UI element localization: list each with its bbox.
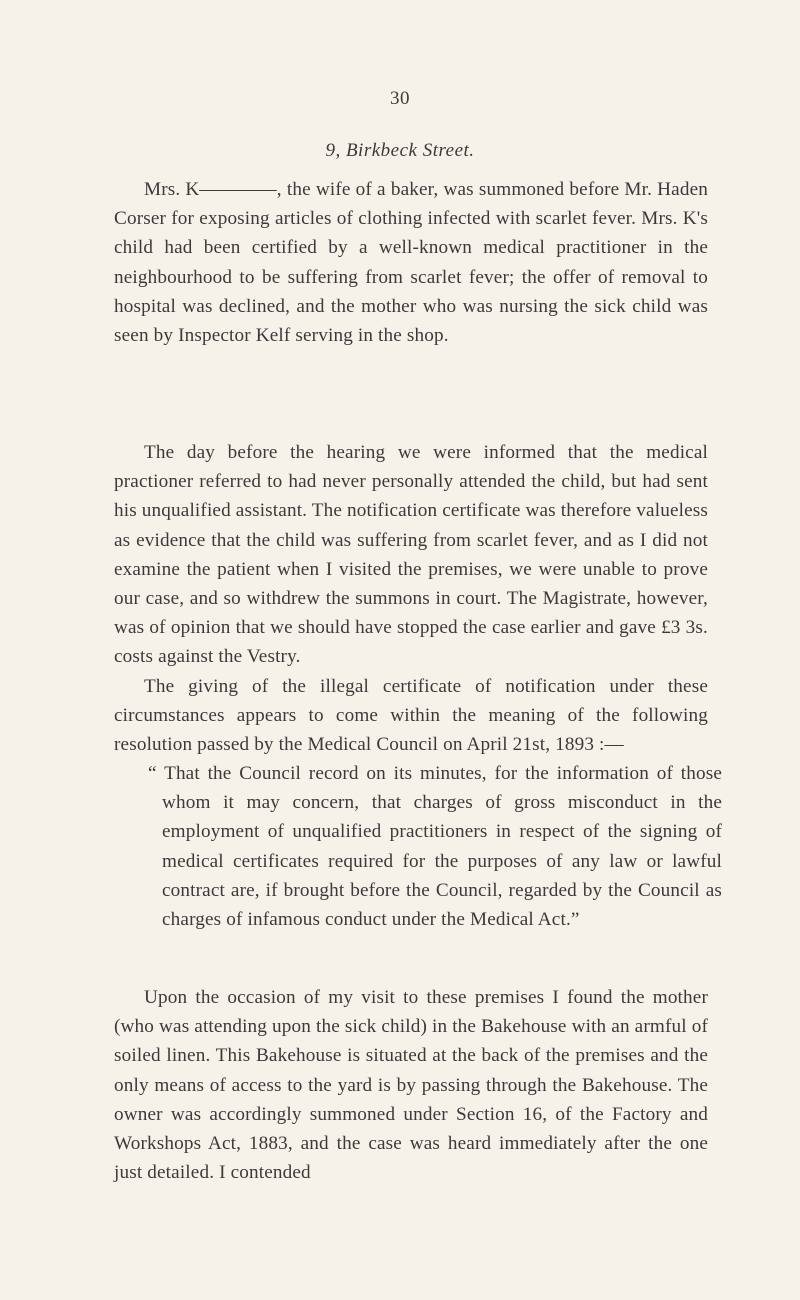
paragraph-2: The day before the hearing we were informed that the medical practioner referred to had never personally attended the child, but had sent his unqualified assistant. The notification certificate was therefore valueless as evidence that the child was suffering from scarlet fever, and as I did not examine the patient when I visited the premises, we were unable to prove our case, and so withdrew the summons in court. The Magistrate, however, was of opinion that we should have stopped the case earlier and gave £3 3s. costs against the Vestry. <box>114 442 708 668</box>
paragraph-4: Upon the occasion of my visit to these premises I found the mother (who was attending upon the sick child) in the Bakehouse with an armful of soiled linen. This Bakehouse is situated at the back of the premises and the only means of access to the yard is by passing through the Bakehouse. The owner was accordingly summoned under Section 16, of the Factory and Workshops Act, 1883, and the case was heard immediately after the one just detailed. I contended <box>114 987 708 1184</box>
resolution-quotation: “ That the Council record on its minutes, for the information of those whom it may concern, that charges of gross misconduct in the employment of unqualified practitioners in respect of the signing of medical certificates required for the purposes of any law or lawful contract are, if brought before the Council, regarded by the Council as charges of infamous conduct under the Medical Act.” <box>148 763 722 931</box>
section-heading: 9, Birkbeck Street. <box>325 140 475 161</box>
paragraph-3: The giving of the illegal certificate of notification under these circumstances appears to come within the meaning of the following resolution passed by the Medical Council on April 21st, 1893 :— <box>114 676 708 756</box>
page-number: 30 <box>390 88 410 109</box>
paragraph-1: Mrs. K————, the wife of a baker, was summoned before Mr. Haden Corser for exposing articles of clothing infected with scarlet fever. Mrs. K's child had been certified by a well-known medical practitioner in the neighbourhood to be suffering from scarlet fever; the offer of removal to hospital was declined, and the mother who was nursing the sick child was seen by Inspector Kelf serving in the shop. <box>114 179 708 347</box>
